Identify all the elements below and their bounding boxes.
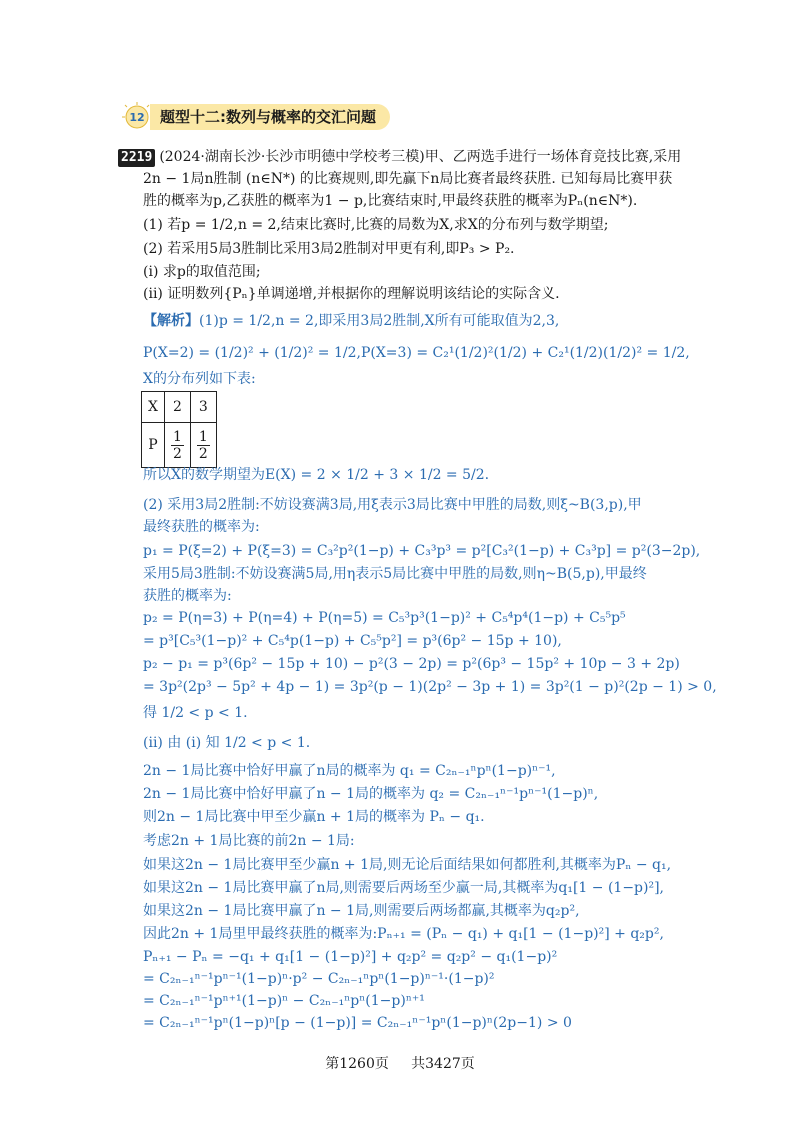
solution-line: 如果这2n − 1局比赛甲赢了n局,则需要后两场至少赢一局,其概率为q₁[1 − (1−p)²], — [143, 880, 664, 896]
solution-line: 如果这2n − 1局比赛甲至少赢n + 1局,则无论后面结果如何都胜利,其概率为Pₙ − q₁, — [143, 857, 672, 873]
solution-line: (ii) 由 (i) 知 1/2 < p < 1. — [143, 735, 311, 751]
lightbulb-icon — [122, 102, 152, 132]
solution-line: = p³[C₅³(1−p)² + C₅⁴p(1−p) + C₅⁵p²] = p³(6p² − 15p + 10), — [143, 633, 562, 649]
question-2-i: (i) 求p的取值范围; — [143, 264, 261, 280]
page-footer — [0, 1053, 800, 1073]
fraction: $\frac{1}{2}$ — [198, 428, 208, 462]
solution-line: p₂ − p₁ = p³(6p² − 15p + 10) − p²(3 − 2p) = p²(6p³ − 15p² + 10p − 3 + 2p) — [143, 656, 680, 672]
section-number: 12 — [129, 111, 145, 124]
question-1: (1) 若p = 1/2,n = 2,结束比赛时,比赛的局数为X,求X的分布列与数学期望; — [143, 217, 609, 233]
problem-line: 2n − 1局n胜制 (n∈N*) 的比赛规则,即先赢下n局比赛者最终获胜. 已知每局比赛甲获 — [143, 171, 673, 187]
section-title: 题型十二:数列与概率的交汇问题 — [150, 104, 390, 130]
solution-line: 所以X的数学期望为E(X) = 2 × 1/2 + 3 × 1/2 = 5/2. — [143, 467, 490, 483]
page-total: 共3427页 — [411, 1056, 475, 1072]
fraction: $\frac{1}{2}$ — [172, 428, 182, 462]
solution-line: = 3p²(2p³ − 5p² + 4p − 1) = 3p²(p − 1)(2p² − 3p + 1) = 3p²(1 − p)²(2p − 1) > 0, — [143, 679, 717, 695]
solution-line: p₁ = P(ξ=2) + P(ξ=3) = C₃²p²(1−p) + C₃³p³ = p²[C₃²(1−p) + C₃³p] = p²(3−2p), — [143, 543, 701, 559]
solution-line: p₂ = P(η=3) + P(η=4) + P(η=5) = C₅³p³(1−p)² + C₅⁴p⁴(1−p) + C₅⁵p⁵ — [143, 610, 626, 626]
page-number: 第1260页 — [325, 1056, 389, 1072]
problem-source: (2024·湖南长沙·长沙市明德中学校考三模)甲、乙两选手进行一场体育竞技比赛,采用 — [159, 149, 682, 165]
section-badge — [122, 102, 152, 132]
distribution-table — [141, 391, 217, 468]
solution-line: 最终获胜的概率为: — [143, 519, 260, 535]
solution-line: 如果这2n − 1局比赛甲赢了n − 1局,则需要后两场都赢,其概率为q₂p², — [143, 903, 580, 919]
table-cell — [190, 423, 216, 468]
problem-line: 胜的概率为p,乙获胜的概率为1 − p,比赛结束时,甲最终获胜的概率为Pₙ(n∈N*). — [143, 193, 638, 209]
solution-line: Pₙ₊₁ − Pₙ = −q₁ + q₁[1 − (1−p)²] + q₂p² = q₂p² − q₁(1−p)² — [143, 949, 558, 965]
solution-line: 考虑2n + 1局比赛的前2n − 1局: — [143, 833, 355, 849]
table-cell: X — [142, 392, 165, 423]
problem-number: 2219 — [118, 149, 155, 167]
solution-line: 2n − 1局比赛中恰好甲赢了n局的概率为 q₁ = C₂ₙ₋₁ⁿpⁿ(1−p)ⁿ⁻¹, — [143, 763, 556, 779]
solution-line: P(X=2) = (1/2)² + (1/2)² = 1/2,P(X=3) = C₂¹(1/2)²(1/2) + C₂¹(1/2)(1/2)² = 1/2, — [143, 345, 690, 361]
question-2-ii: (ii) 证明数列{Pₙ}单调递增,并根据你的理解说明该结论的实际含义. — [143, 286, 560, 302]
question-2: (2) 若采用5局3胜制比采用3局2胜制对甲更有利,即P₃ > P₂. — [143, 241, 515, 257]
solution-tag: 【解析】 — [143, 313, 199, 329]
solution-line: 2n − 1局比赛中恰好甲赢了n − 1局的概率为 q₂ = C₂ₙ₋₁ⁿ⁻¹pⁿ⁻¹(1−p)ⁿ, — [143, 786, 599, 802]
problem-source-line — [118, 148, 681, 167]
table-cell: 2 — [164, 392, 190, 423]
solution-line: 采用5局3胜制:不妨设赛满5局,用η表示5局比赛中甲胜的局数,则η~B(5,p),甲最终 — [143, 566, 647, 582]
solution-line: 得 1/2 < p < 1. — [143, 705, 248, 721]
table-cell: P — [142, 423, 165, 468]
solution-line: = C₂ₙ₋₁ⁿ⁻¹pⁿ⁻¹(1−p)ⁿ·p² − C₂ₙ₋₁ⁿpⁿ(1−p)ⁿ⁻¹·(1−p)² — [143, 971, 495, 987]
table-cell: 3 — [190, 392, 216, 423]
solution-line: 获胜的概率为: — [143, 588, 232, 604]
solution-line: = C₂ₙ₋₁ⁿ⁻¹pⁿ(1−p)ⁿ[p − (1−p)] = C₂ₙ₋₁ⁿ⁻¹pⁿ(1−p)ⁿ(2p−1) > 0 — [143, 1015, 572, 1031]
solution-line: X的分布列如下表: — [143, 371, 256, 387]
table-cell — [164, 423, 190, 468]
solution-line: = C₂ₙ₋₁ⁿ⁻¹pⁿ⁺¹(1−p)ⁿ − C₂ₙ₋₁ⁿpⁿ(1−p)ⁿ⁺¹ — [143, 993, 425, 1009]
solution-line: 因此2n + 1局里甲最终获胜的概率为:Pₙ₊₁ = (Pₙ − q₁) + q₁[1 − (1−p)²] + q₂p², — [143, 926, 664, 942]
solution-line: (2) 采用3局2胜制:不妨设赛满3局,用ξ表示3局比赛中甲胜的局数,则ξ~B(3,p),甲 — [143, 497, 642, 513]
solution-line: 则2n − 1局比赛中甲至少赢n + 1局的概率为 Pₙ − q₁. — [143, 809, 485, 825]
solution-line: 【解析】(1)p = 1/2,n = 2,即采用3局2胜制,X所有可能取值为2,3, — [143, 313, 560, 329]
